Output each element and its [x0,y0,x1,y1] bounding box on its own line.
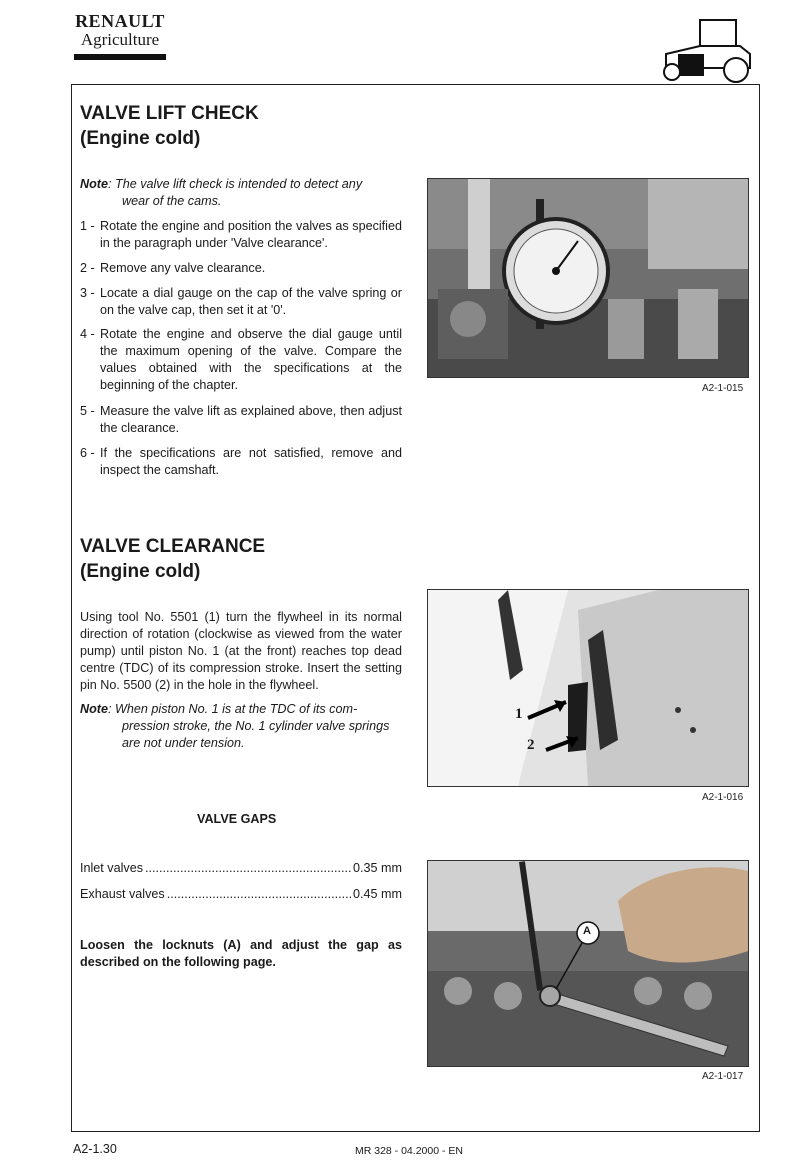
leader-dots [145,861,351,875]
gap-value: 0.45 mm [353,887,402,901]
step-item: 2 - Remove any valve clearance. [80,261,266,275]
brand-underline [74,54,166,60]
adjust-instruction: Loosen the locknuts (A) and adjust the gap as described on the following page. [80,938,402,969]
note-valve-clearance [80,701,402,752]
brand-name: RENAULT [75,11,165,31]
photo-caption: A2-1-017 [702,1071,744,1082]
tractor-icon [656,14,756,84]
step-item: 6 - If the specifications are not satisfied, remove and inspect the camshaft. [80,446,402,477]
gaps-heading: VALVE GAPS [197,812,277,826]
step-item: 5 - Measure the valve lift as explained above, then adjust the clearance. [80,404,402,435]
step-item: 4 - Rotate the engine and observe the dial gauge until the maximum opening of the valve. Compare the values obtained with the specifications at the beginning of the chapter. [80,327,402,392]
photo-flywheel [427,589,749,787]
note-label: Note [80,177,108,191]
photo-callout-1: 1 [515,706,523,722]
section-title-valve-clearance: VALVE CLEARANCE [80,536,266,557]
step-item: 3 - Locate a dial gauge on the cap of the valve spring or on the valve cap, then set it at '0'. [80,286,402,317]
brand-logo [70,12,170,60]
page-number: A2-1.30 [73,1142,117,1156]
photo-caption: A2-1-016 [702,792,744,803]
note-label: Note [80,702,108,716]
gap-label: Inlet valves [80,861,143,875]
section-title-valve-lift: VALVE LIFT CHECK [80,103,259,124]
intro-paragraph: Using tool No. 5501 (1) turn the flywheel in its normal direction of rotation (clockwise as viewed from the water pump) until piston No. 1 (at the front) reaches top dead centre (TDC) of its compression stroke. Insert the setting pin No. 5500 (2) in the hole in the flywheel. [80,610,402,692]
leader-dots [167,887,351,901]
gap-value: 0.35 mm [353,861,402,875]
photo-callout-a: A [583,925,591,937]
note-text-line1: : When piston No. 1 is at the TDC of its com- [108,702,358,716]
gap-row-inlet [80,861,402,875]
section-subtitle-valve-clearance: (Engine cold) [80,561,201,582]
photo-dial-gauge [427,178,749,378]
note-text-line2: pression stroke, the No. 1 cylinder valve springs are not under tension. [122,719,390,750]
photo-caption: A2-1-015 [702,383,744,394]
photo-callout-2: 2 [527,737,535,753]
brand-division: Agriculture [80,30,160,49]
note-valve-lift [80,176,402,210]
note-text-line1: : The valve lift check is intended to detect any [108,177,363,191]
section-subtitle-valve-lift: (Engine cold) [80,128,201,149]
note-text-line2: wear of the cams. [122,194,222,208]
document-reference: MR 328 - 04.2000 - EN [355,1145,463,1157]
gap-row-exhaust [80,887,402,901]
photo-locknut-adjust [427,860,749,1067]
gap-label: Exhaust valves [80,887,165,901]
step-item: 1 - Rotate the engine and position the valves as specified in the paragraph under 'Valve clearance'. [80,219,402,250]
